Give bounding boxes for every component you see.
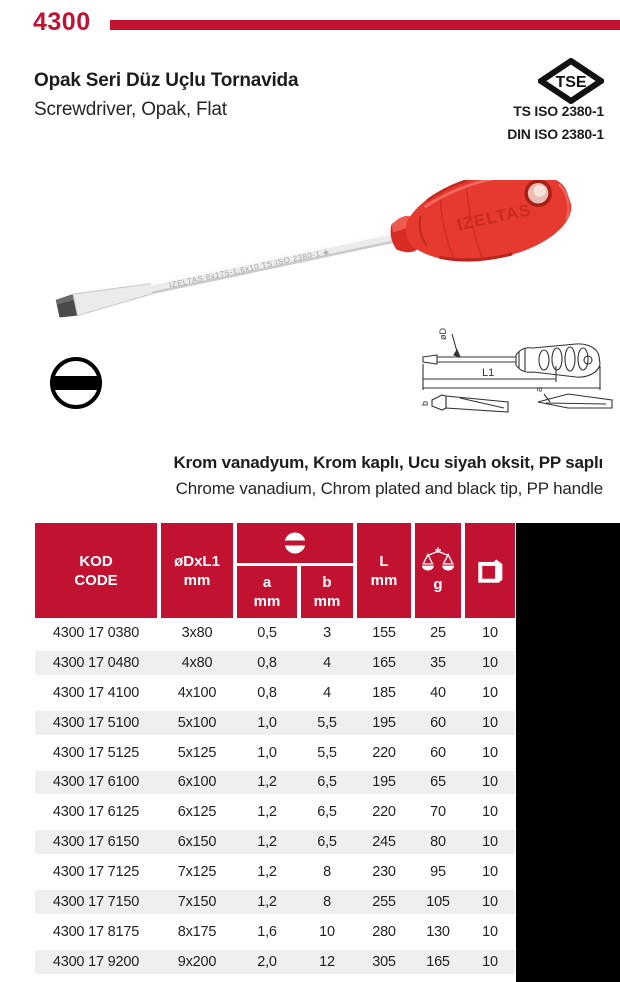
cell-package-qty: 10 — [482, 953, 498, 970]
cell-package-qty: 10 — [482, 714, 498, 731]
table-row — [35, 797, 515, 827]
cell-a: 0,8 — [257, 684, 277, 701]
header-length: L mm — [357, 523, 411, 618]
cell-b: 6,5 — [317, 774, 337, 791]
cell-a: 1,2 — [257, 864, 277, 881]
spec-table — [35, 523, 515, 977]
header-tip-group — [237, 523, 353, 618]
cell-weight: 165 — [426, 953, 450, 970]
table-row — [35, 738, 515, 768]
svg-text:TSE: TSE — [555, 74, 587, 91]
material-en: Chrome vanadium, Chrom plated and black tip, PP handle — [175, 479, 603, 498]
cell-a: 1,2 — [257, 834, 277, 851]
cell-weight: 70 — [430, 804, 446, 821]
cell-code: 4300 17 0380 — [52, 624, 140, 641]
cell-dimension: 7x125 — [177, 864, 217, 881]
cell-package-qty: 10 — [482, 864, 498, 881]
cell-code: 4300 17 9200 — [52, 953, 140, 970]
table-row — [35, 678, 515, 708]
header-flathead-cell — [237, 523, 353, 563]
header-b: b mm — [301, 566, 353, 618]
cell-package-qty: 10 — [482, 654, 498, 671]
cell-weight: 35 — [430, 654, 446, 671]
cell-a: 0,8 — [257, 654, 277, 671]
cell-dimension: 4x80 — [181, 654, 213, 671]
top-red-rule — [110, 20, 620, 30]
cell-code: 4300 17 7125 — [52, 864, 140, 881]
cell-weight: 130 — [426, 924, 450, 941]
table-row — [35, 618, 515, 648]
cell-code: 4300 17 0480 — [52, 654, 140, 671]
header-a: a mm — [237, 566, 297, 618]
cell-length: 195 — [372, 714, 396, 731]
cell-package-qty: 10 — [482, 804, 498, 821]
cell-length: 155 — [372, 624, 396, 641]
cell-b: 10 — [319, 924, 335, 941]
cell-dimension: 6x125 — [177, 804, 217, 821]
cell-b: 8 — [323, 894, 331, 911]
cell-a: 1,2 — [257, 804, 277, 821]
cell-b: 4 — [323, 654, 331, 671]
cell-dimension: 3x80 — [181, 624, 213, 641]
cell-package-qty: 10 — [482, 744, 498, 761]
cell-weight: 65 — [430, 774, 446, 791]
table-row — [35, 827, 515, 857]
cell-b: 5,5 — [317, 714, 337, 731]
cell-package-qty: 10 — [482, 624, 498, 641]
cell-weight: 25 — [430, 624, 446, 641]
cell-a: 1,0 — [257, 714, 277, 731]
cell-package-qty: 10 — [482, 894, 498, 911]
cell-length: 255 — [372, 894, 396, 911]
cell-code: 4300 17 4100 — [52, 684, 140, 701]
table-row — [35, 947, 515, 977]
cell-b: 8 — [323, 864, 331, 881]
cell-length: 245 — [372, 834, 396, 851]
standards-list — [507, 100, 604, 146]
cell-dimension: 6x150 — [177, 834, 217, 851]
cell-a: 1,6 — [257, 924, 277, 941]
table-row — [35, 887, 515, 917]
cell-package-qty: 10 — [482, 924, 498, 941]
cell-code: 4300 17 8175 — [52, 924, 140, 941]
cell-dimension: 5x125 — [177, 744, 217, 761]
cell-package-qty: 10 — [482, 774, 498, 791]
standard-ts: TS ISO 2380-1 — [513, 103, 604, 119]
diagram-label-b: b — [420, 400, 430, 406]
table-body — [35, 618, 515, 977]
cell-code: 4300 17 6150 — [52, 834, 140, 851]
cell-weight: 80 — [430, 834, 446, 851]
cell-length: 165 — [372, 654, 396, 671]
cell-a: 1,0 — [257, 744, 277, 761]
cell-b: 4 — [323, 684, 331, 701]
cell-weight: 60 — [430, 714, 446, 731]
table-row — [35, 917, 515, 947]
cell-weight: 60 — [430, 744, 446, 761]
header-dimension: øDxL1 mm — [161, 523, 233, 618]
title-block — [34, 70, 298, 121]
page-title: Opak Seri Düz Uçlu Tornavida — [34, 70, 299, 91]
package-icon — [475, 556, 505, 586]
cell-length: 220 — [372, 804, 396, 821]
table-header — [35, 523, 515, 618]
cell-dimension: 9x200 — [177, 953, 217, 970]
header-weight: g — [415, 523, 461, 618]
cell-dimension: 7x150 — [177, 894, 217, 911]
table-row — [35, 857, 515, 887]
handle-marking-text: IZELTAS — [455, 200, 534, 235]
cell-length: 230 — [372, 864, 396, 881]
cell-a: 1,2 — [257, 774, 277, 791]
cell-code: 4300 17 7150 — [52, 894, 140, 911]
diagram-label-d: øD — [438, 328, 448, 340]
header-code: KOD CODE — [35, 523, 157, 618]
cell-length: 305 — [372, 953, 396, 970]
cell-length: 220 — [372, 744, 396, 761]
table-row — [35, 708, 515, 738]
side-black-block — [516, 523, 620, 982]
cell-dimension: 4x100 — [177, 684, 217, 701]
cell-b: 12 — [319, 953, 335, 970]
cell-a: 2,0 — [257, 953, 277, 970]
page-subtitle: Screwdriver, Opak, Flat — [34, 99, 227, 120]
cell-length: 185 — [372, 684, 396, 701]
table-row — [35, 768, 515, 798]
cell-b: 5,5 — [317, 744, 337, 761]
shaft-marking-text: IZELTAS 8x175-1,6x10 TS ISO 2380-1 ◈ — [168, 246, 331, 290]
diagram-label-l1: L1 — [482, 367, 495, 379]
header-package — [465, 523, 515, 618]
cell-length: 280 — [372, 924, 396, 941]
cell-code: 4300 17 5125 — [52, 744, 140, 761]
technical-diagram — [416, 322, 618, 424]
flathead-icon — [49, 356, 103, 410]
cell-b: 6,5 — [317, 834, 337, 851]
cell-weight: 105 — [426, 894, 450, 911]
material-description — [173, 453, 603, 499]
cell-code: 4300 17 6100 — [52, 774, 140, 791]
page-product-code: 4300 — [33, 8, 91, 36]
cell-package-qty: 10 — [482, 834, 498, 851]
product-photo — [38, 180, 583, 332]
cell-dimension: 6x100 — [177, 774, 217, 791]
cell-b: 6,5 — [317, 804, 337, 821]
cell-dimension: 5x100 — [177, 714, 217, 731]
cell-weight: 40 — [430, 684, 446, 701]
table-row — [35, 648, 515, 678]
cell-code: 4300 17 5100 — [52, 714, 140, 731]
cell-dimension: 8x175 — [177, 924, 217, 941]
standard-din: DIN ISO 2380-1 — [507, 126, 604, 142]
tse-diamond-icon — [538, 58, 604, 104]
diagram-label-a: a — [534, 386, 544, 392]
scale-icon — [421, 547, 455, 574]
cell-code: 4300 17 6125 — [52, 804, 140, 821]
cell-a: 0,5 — [257, 624, 277, 641]
flathead-icon — [283, 531, 307, 555]
cell-a: 1,2 — [257, 894, 277, 911]
cell-length: 195 — [372, 774, 396, 791]
material-tr: Krom vanadyum, Krom kaplı, Ucu siyah oksit, PP saplı — [173, 453, 603, 472]
cell-package-qty: 10 — [482, 684, 498, 701]
cell-b: 3 — [323, 624, 331, 641]
cell-weight: 95 — [430, 864, 446, 881]
